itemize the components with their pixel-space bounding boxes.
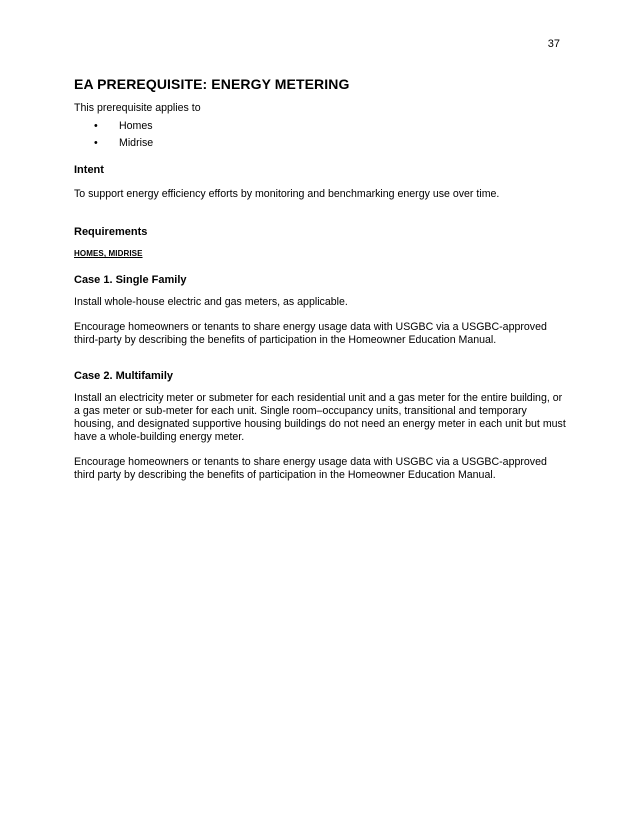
requirements-subheading	[74, 249, 569, 258]
applies-intro: This prerequisite applies to	[74, 102, 201, 114]
case1-para1: Install whole-house electric and gas meters, as applicable.	[74, 296, 348, 308]
case1-heading: Case 1. Single Family	[74, 274, 187, 286]
page-title: EA PREREQUISITE: ENERGY METERING	[74, 76, 350, 92]
list-item-label: Homes	[119, 120, 153, 132]
requirements-heading: Requirements	[74, 226, 148, 238]
case2-para1: Install an electricity meter or submeter for each residential unit and a gas meter for the entire building, or a gas meter or sub-meter for each unit. Single room–occupancy units, transitional and temporary housing, and designated supportive housing buildings do not need an energy meter in each unit but must have a whole-building energy meter.	[74, 392, 566, 443]
page-number: 37	[547, 38, 560, 50]
document-body	[74, 76, 569, 482]
intent-heading: Intent	[74, 164, 104, 176]
list-item-label: Midrise	[119, 137, 154, 149]
case1-para2: Encourage homeowners or tenants to share energy usage data with USGBC via a USGBC-approved third-party by describing the benefits of participation in the Homeowner Education Manual.	[74, 321, 547, 346]
case2-para2: Encourage homeowners or tenants to share energy usage data with USGBC via a USGBC-approved third party by describing the benefits of participation in the Homeowner Education Manual.	[74, 456, 547, 481]
case2-heading: Case 2. Multifamily	[74, 370, 174, 382]
list-item	[74, 118, 569, 135]
applies-list	[74, 118, 569, 152]
bullet-icon: •	[94, 120, 98, 132]
bullet-icon: •	[94, 137, 98, 149]
subheading-text: HOMES, MIDRISE	[74, 249, 143, 258]
list-item	[74, 135, 569, 152]
intent-text: To support energy efficiency efforts by monitoring and benchmarking energy use over time.	[74, 188, 500, 200]
